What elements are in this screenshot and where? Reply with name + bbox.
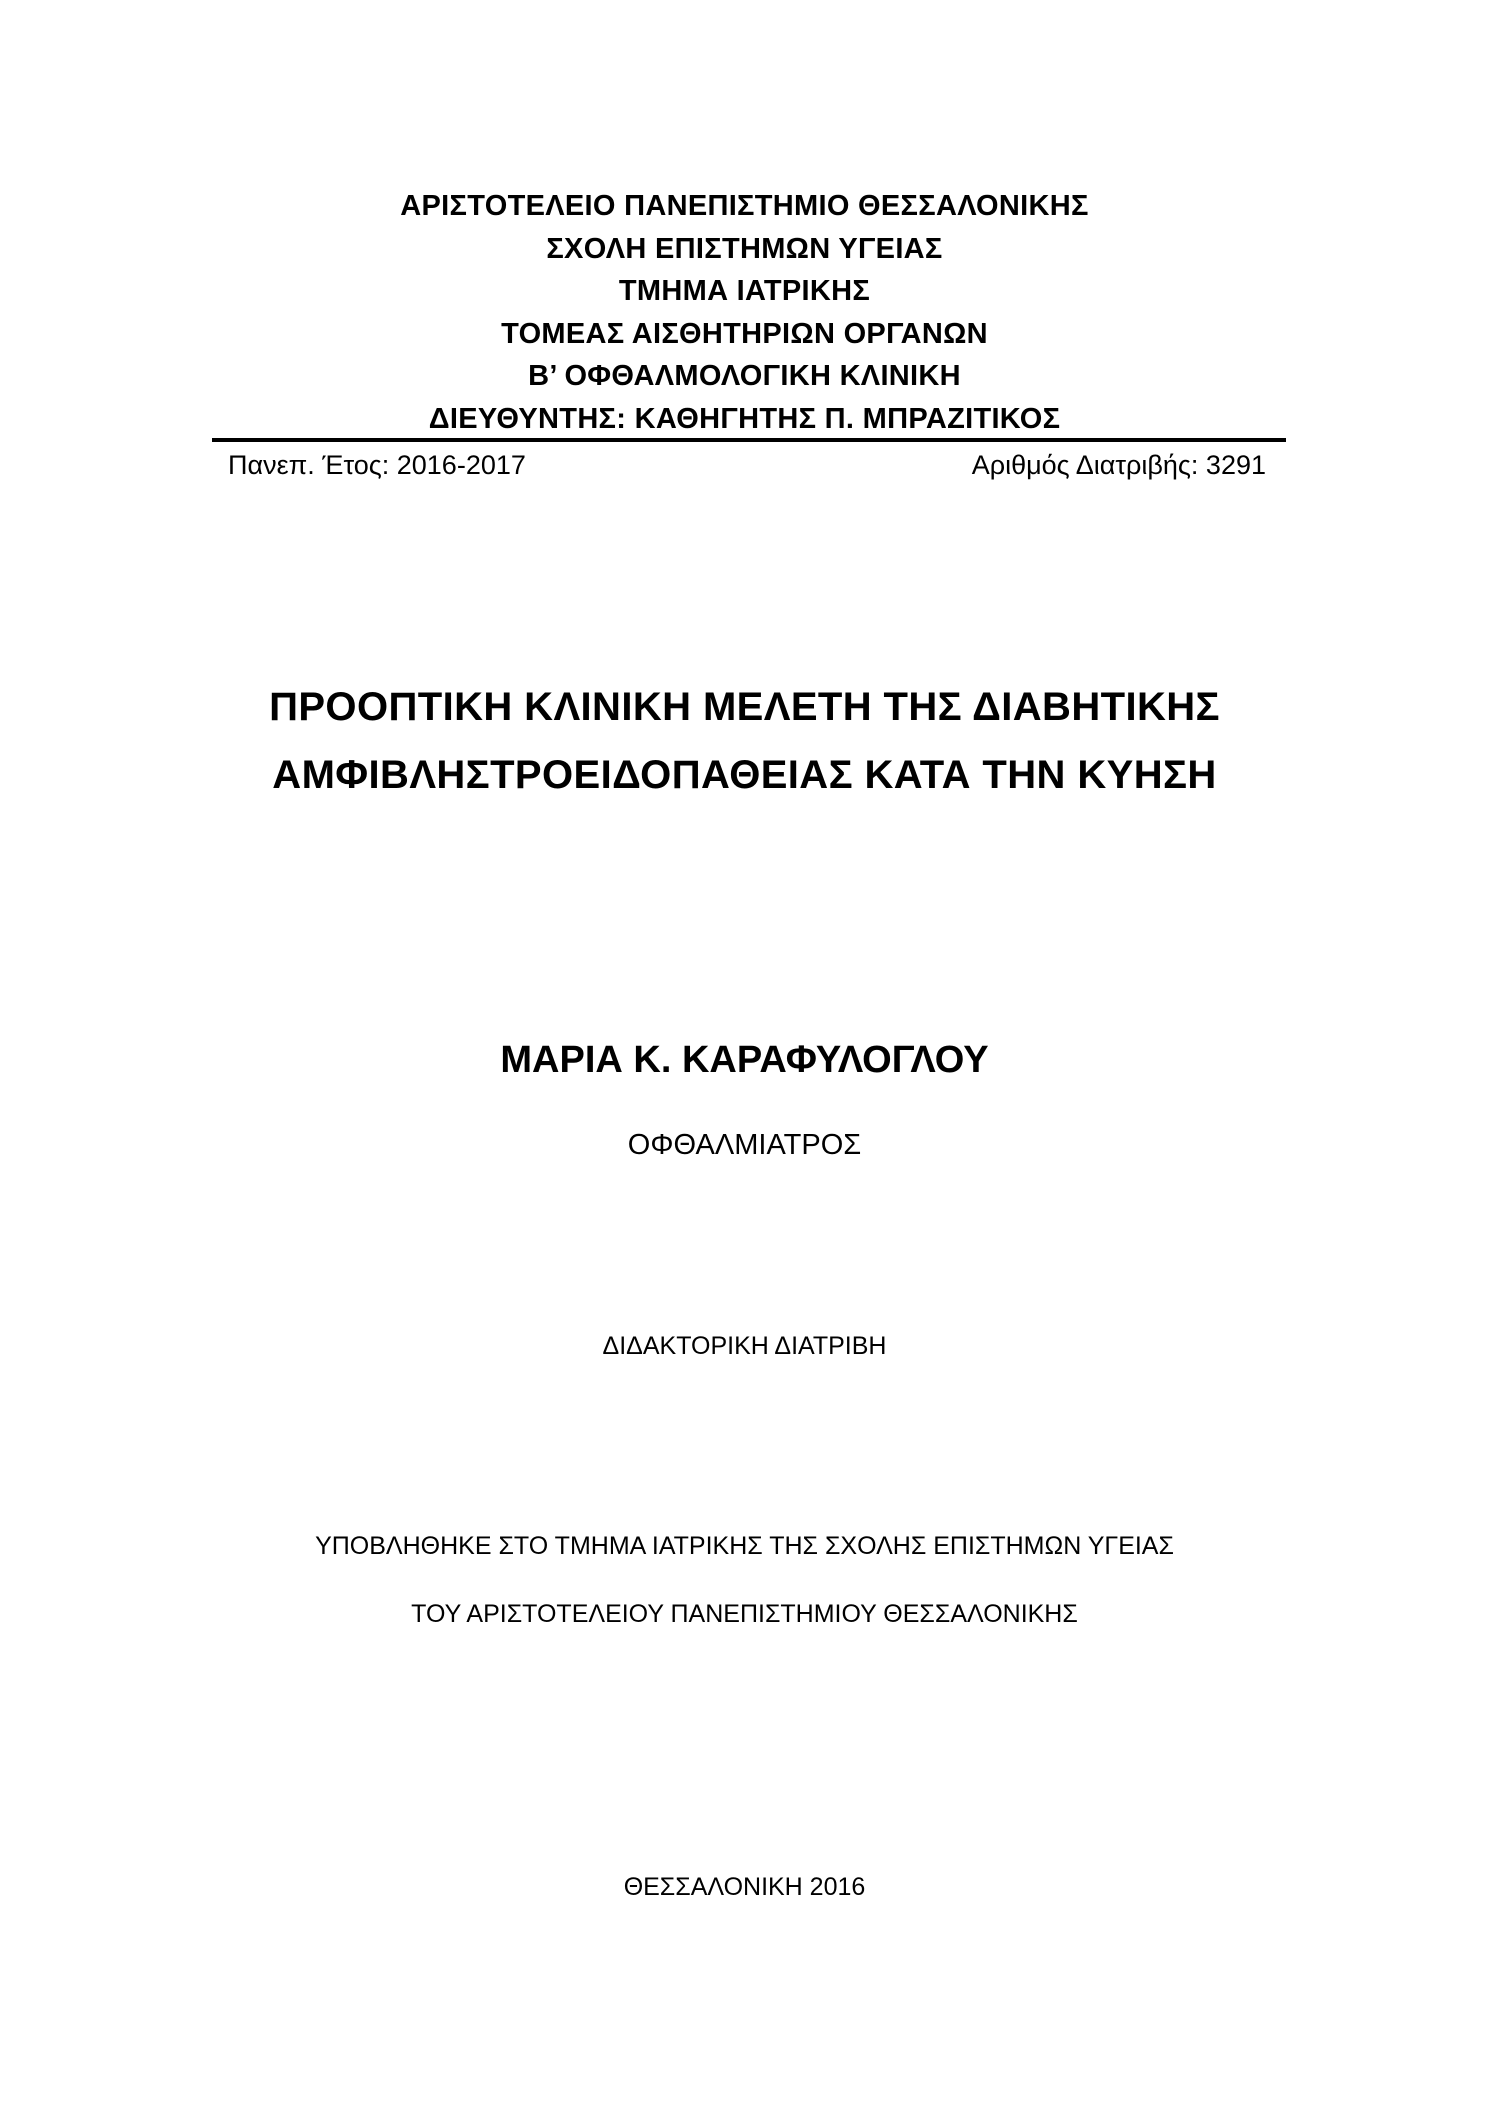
institution-header bbox=[0, 185, 1489, 440]
thesis-title-line-1: ΠΡΟΟΠΤΙΚΗ ΚΛΙΝΙΚΗ ΜΕΛΕΤΗ ΤΗΣ ΔΙΑΒΗΤΙΚΗΣ bbox=[269, 685, 1220, 729]
author-profession: ΟΦΘΑΛΜΙΑΤΡΟΣ bbox=[627, 1129, 862, 1161]
university-name: ΑΡΙΣΤΟΤΕΛΕΙΟ ΠΑΝΕΠΙΣΤΗΜΙΟ ΘΕΣΣΑΛΟΝΙΚΗΣ bbox=[400, 190, 1089, 222]
sector-name: ΤΟΜΕΑΣ ΑΙΣΘΗΤΗΡΙΩΝ ΟΡΓΑΝΩΝ bbox=[501, 317, 988, 350]
department-name: ΤΜΗΜΑ ΙΑΤΡΙΚΗΣ bbox=[618, 275, 871, 307]
author-name: ΜΑΡΙΑ Κ. ΚΑΡΑΦΥΛΟΓΛΟΥ bbox=[500, 1039, 989, 1081]
thesis-title-line-2: ΑΜΦΙΒΛΗΣΤΡΟΕΙΔΟΠΑΘΕΙΑΣ ΚΑΤΑ ΤΗΝ ΚΥΗΣΗ bbox=[272, 753, 1217, 797]
submission-line-1: ΥΠΟΒΛΗΘΗΚΕ ΣΤΟ ΤΜΗΜΑ ΙΑΤΡΙΚΗΣ ΤΗΣ ΣΧΟΛΗΣ ΕΠΙΣΤΗΜΩΝ ΥΓΕΙΑΣ bbox=[315, 1532, 1174, 1560]
clinic-name: Β’ ΟΦΘΑΛΜΟΛΟΓΙΚΗ ΚΛΙΝΙΚΗ bbox=[528, 360, 961, 392]
submission-line-2: ΤΟΥ ΑΡΙΣΤΟΤΕΛΕΙΟΥ ΠΑΝΕΠΙΣΤΗΜΙΟΥ ΘΕΣΣΑΛΟΝΙΚΗΣ bbox=[411, 1600, 1078, 1628]
thesis-type: ΔΙΔΑΚΤΟΡΙΚΗ ΔΙΑΤΡΙΒΗ bbox=[602, 1332, 887, 1360]
director-line: ΔΙΕΥΘΥΝΤΗΣ: ΚΑΘΗΓΗΤΗΣ Π. ΜΠΡΑΖΙΤΙΚΟΣ bbox=[428, 402, 1061, 435]
school-name: ΣΧΟΛΗ ΕΠΙΣΤΗΜΩΝ ΥΓΕΙΑΣ bbox=[546, 232, 943, 265]
place-and-year: ΘΕΣΣΑΛΟΝΙΚΗ 2016 bbox=[623, 1873, 866, 1901]
thesis-title bbox=[0, 673, 1489, 809]
thesis-number: Αριθμός Διατριβής: 3291 bbox=[971, 450, 1266, 480]
header-divider bbox=[212, 438, 1286, 442]
academic-year: Πανεπ. Έτος: 2016-2017 bbox=[228, 450, 526, 480]
